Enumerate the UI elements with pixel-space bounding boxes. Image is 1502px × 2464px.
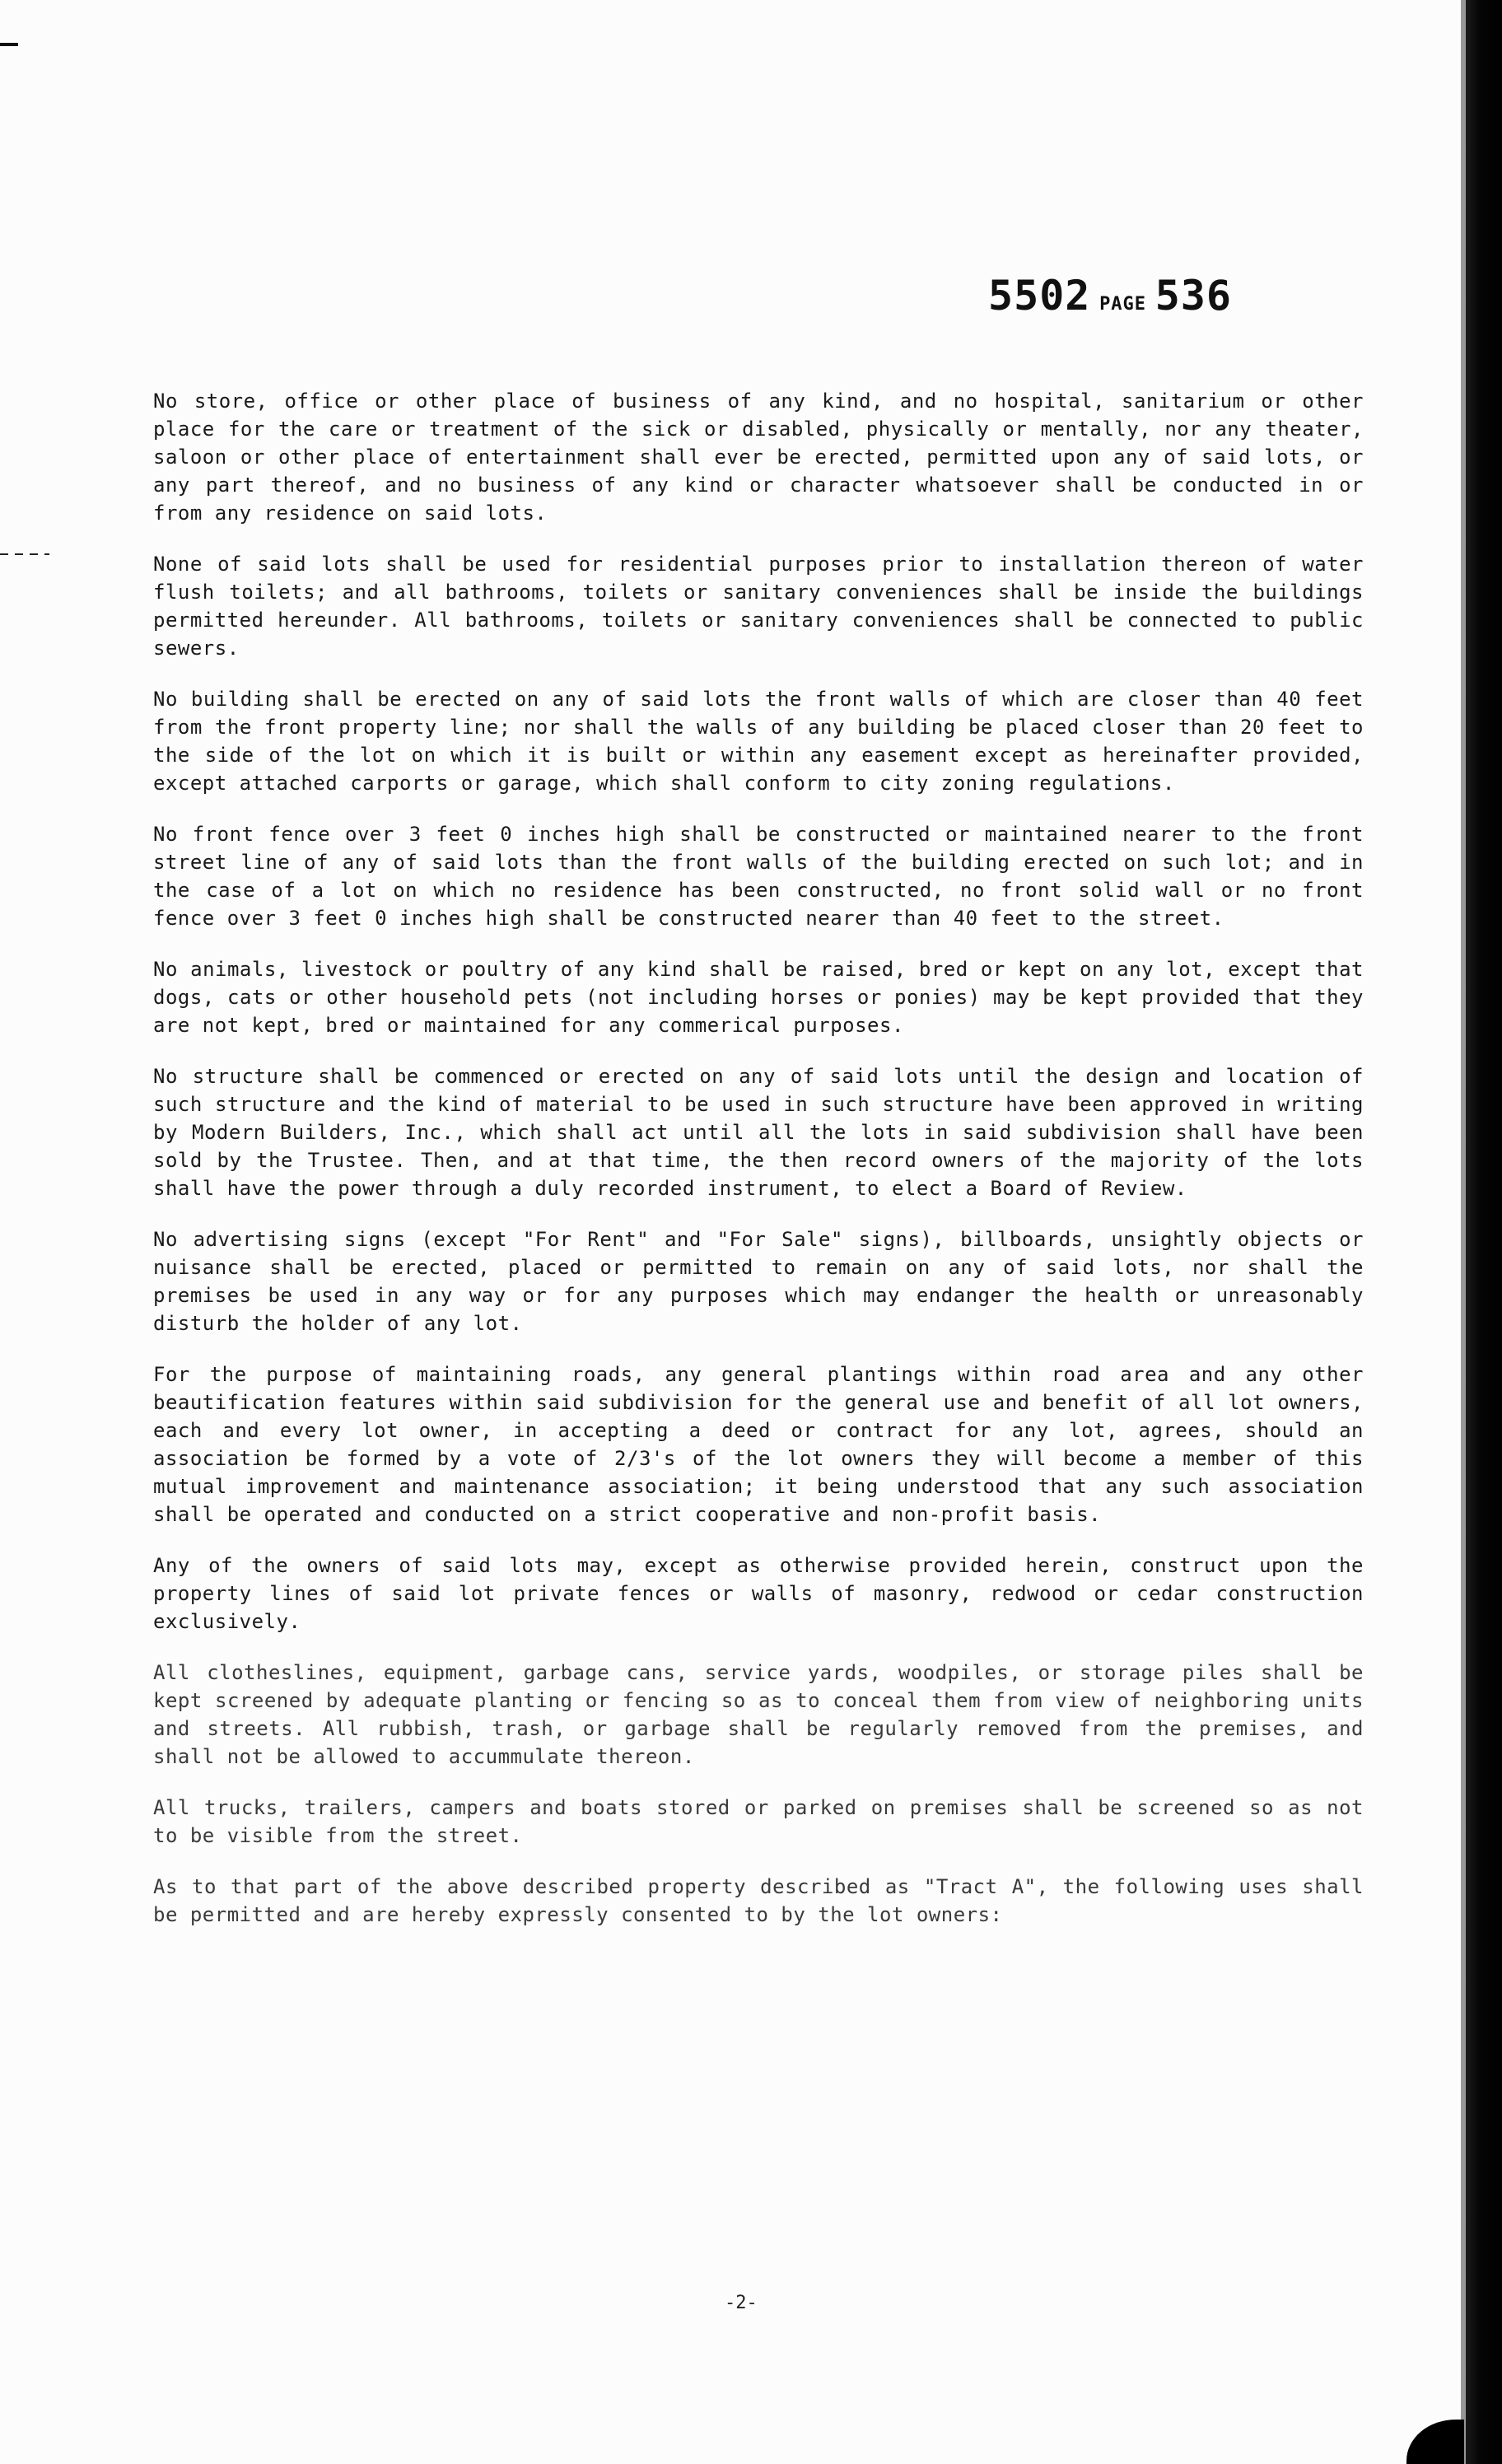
book-page-reference <box>988 272 1232 320</box>
paragraph-setbacks: No building shall be erected on any of said lots the front walls of which are closer than 40 feet from the front property line; nor shall the walls of any building be placed closer than 20 feet to the side of the lot on which it is built or within any easement except as hereinafter provided, except attached carports or garage, which shall conform to city zoning regulations. <box>153 688 1364 795</box>
book-page-number: 536 <box>1154 272 1232 320</box>
paragraph-design-approval: No structure shall be commenced or erected on any of said lots until the design and location of such structure and the kind of material to be used in such structure have been approved in writing by Modern Builders, Inc., which shall act until all the lots in said subdivision shall have been sold by the Trustee. Then, and at that time, the then record owners of the majority of the lots shall have the power through a duly recorded instrument, to elect a Board of Review. <box>153 1065 1364 1200</box>
paragraph-sanitary: None of said lots shall be used for residential purposes prior to installation thereon of water flush toilets; and all bathrooms, toilets or sanitary conveniences shall be inside the buildings permitted hereunder. All bathrooms, toilets or sanitary conveniences shall be connected to public sewers. <box>153 553 1364 660</box>
book-number: 5502 <box>988 272 1091 320</box>
paragraph-front-fence: No front fence over 3 feet 0 inches high shall be constructed or maintained nearer to the front street line of any of said lots than the front walls of the building erected on such lot; and in the case of a lot on which no residence has been constructed, no front solid wall or no front fence over 3 feet 0 inches high shall be constructed nearer than 40 feet to the street. <box>153 823 1364 930</box>
scan-edge <box>1466 0 1502 2464</box>
paragraph-trucks: All trucks, trailers, campers and boats stored or parked on premises shall be screened so as not to be visible from the street. <box>153 1796 1364 1847</box>
paragraph-advertising-signs: No advertising signs (except "For Rent" and "For Sale" signs), billboards, unsightly objects or nuisance shall be erected, placed or permitted to remain on any of said lots, nor shall the premises be used in any way or for any purposes which may endanger the health or unreasonably disturb the holder of any lot. <box>153 1228 1364 1335</box>
paragraph-tract-a: As to that part of the above described property described as "Tract A", the following uses shall be permitted and are hereby expressly consented to by the lot owners: <box>153 1875 1364 1926</box>
paragraph-fences: Any of the owners of said lots may, except as otherwise provided herein, construct upon the property lines of said lot private fences or walls of masonry, redwood or cedar construction exclusively. <box>153 1554 1364 1633</box>
paragraph-clotheslines: All clotheslines, equipment, garbage cans, service yards, woodpiles, or storage piles shall be kept screened by adequate planting or fencing so as to conceal them from view of neighboring units and streets. All rubbish, trash, or garbage shall be regularly removed from the premises, and shall not be allowed to accummulate thereon. <box>153 1661 1364 1768</box>
paragraph-animals: No animals, livestock or poultry of any kind shall be raised, bred or kept on any lot, except that dogs, cats or other household pets (not including horses or ponies) may be kept provided that they are not kept, bred or maintained for any commerical purposes. <box>153 958 1364 1037</box>
page-label: PAGE <box>1099 294 1147 315</box>
paragraph-association: For the purpose of maintaining roads, any general plantings within road area and any other beautification features within said subdivision for the general use and benefit of all lot owners, each and every lot owner, in accepting a deed or contract for any lot, agrees, should an association be formed by a vote of 2/3's of the lot owners they will become a member of this mutual improvement and maintenance association; it being understood that any such association shall be operated and conducted on a strict cooperative and non-profit basis. <box>153 1363 1364 1526</box>
document-body <box>153 387 1364 1952</box>
scan-blot <box>1406 2420 1464 2464</box>
scan-side-mark <box>0 553 49 555</box>
scan-corner-mark <box>0 43 18 46</box>
page-number: -2- <box>725 2293 758 2313</box>
paragraph-business-restriction: No store, office or other place of business of any kind, and no hospital, sanitarium or other place for the care or treatment of the sick or disabled, physically or mentally, nor any theater, saloon or other place of entertainment shall ever be erected, permitted upon any of said lots, or any part thereof, and no business of any kind or character whatsoever shall be conducted in or from any residence on said lots. <box>153 390 1364 525</box>
